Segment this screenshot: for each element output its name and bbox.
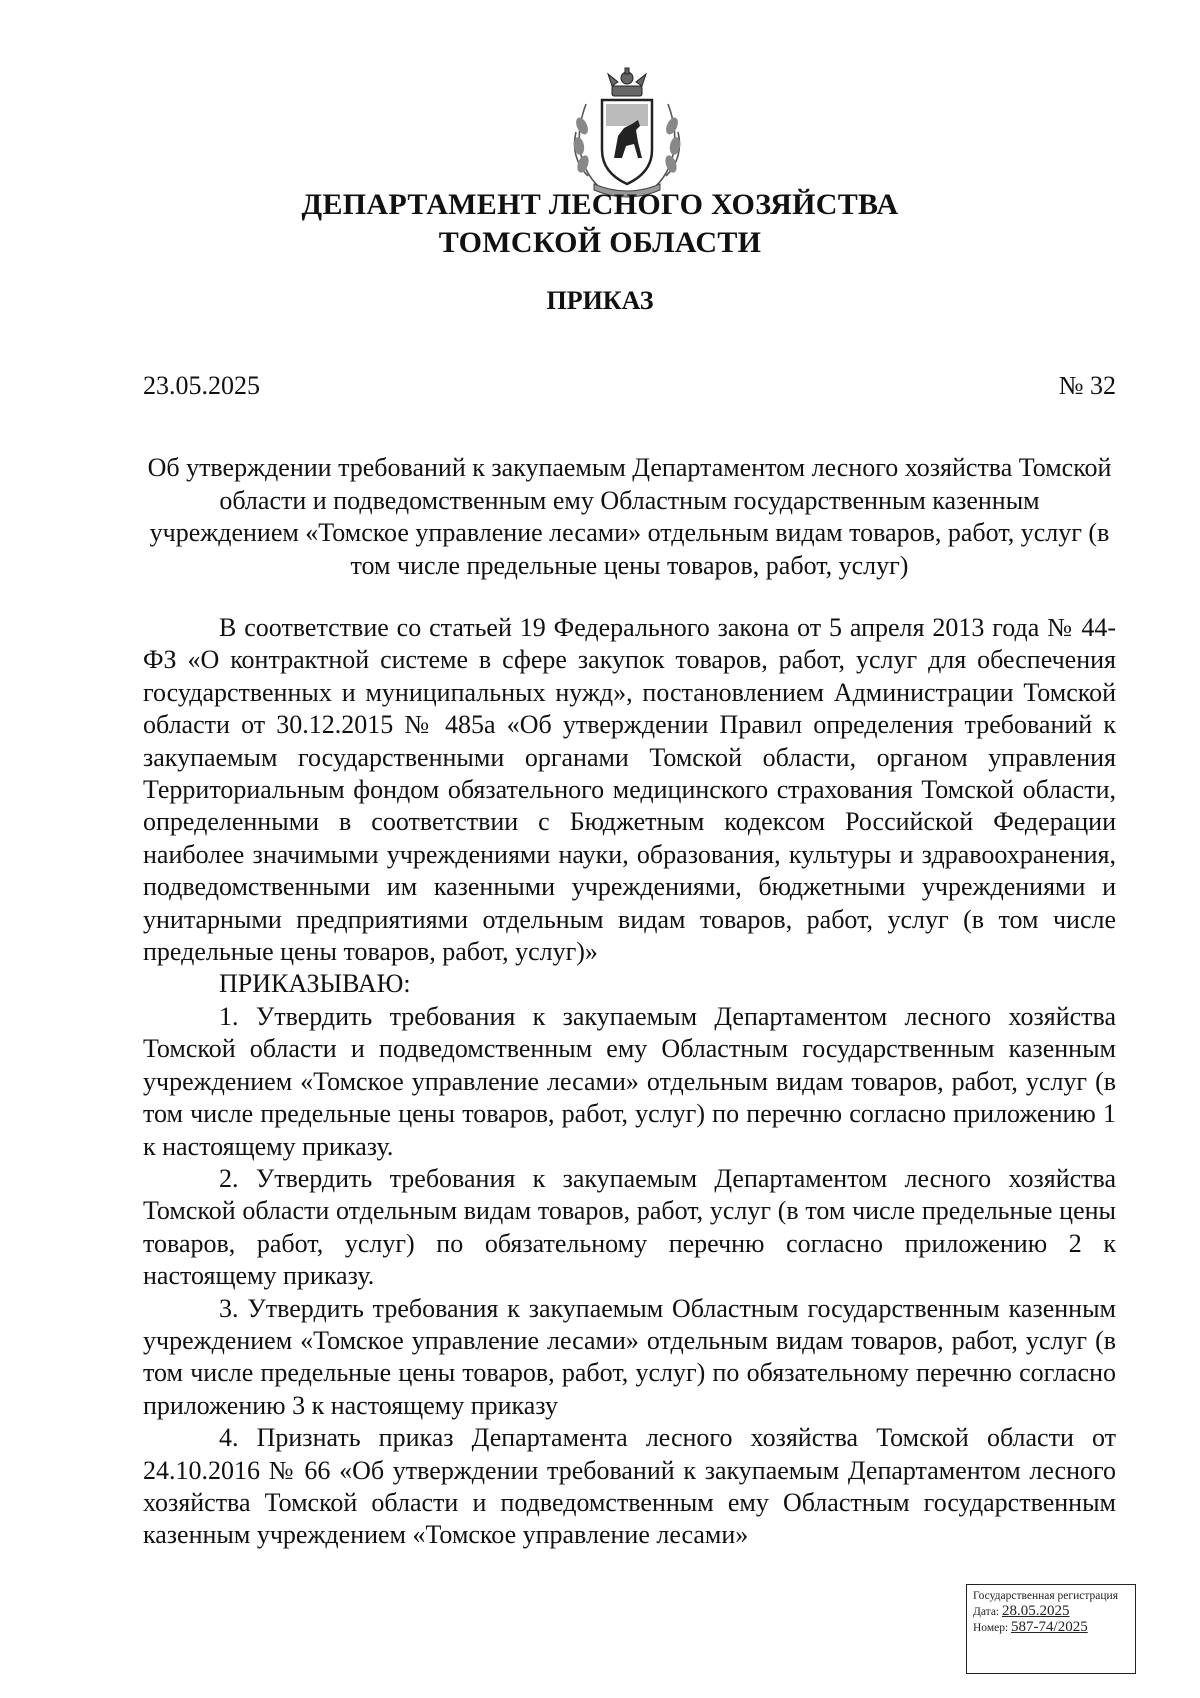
document-date: 23.05.2025: [143, 371, 260, 400]
registration-stamp: [966, 1584, 1136, 1674]
coat-of-arms: [568, 66, 686, 198]
order-word: ПРИКАЗЫВАЮ:: [219, 969, 411, 999]
order-item-4: 4. Признать приказ Департамента лесного хозяйства Томской области от 24.10.2016 № 66 «Об утверждении требований к закупаемым Департаментом лесного хозяйства Томской области и подведомственным ему Областным государственным казенным учреждением «Томское управление лесами»: [143, 1423, 1116, 1550]
document-type: ПРИКАЗ: [546, 286, 654, 315]
document-subject: Об утверждении требований к закупаемым Департаментом лесного хозяйства Томской области и подведомственным ему Областным государственным казенным учреждением «Томское управление лесами» отдельным видам товаров, работ, услуг (в том числе предельные цены товаров, работ, услуг): [147, 453, 1112, 580]
document-body: [143, 612, 1116, 1552]
department-title: [0, 186, 1200, 262]
registration-number-label: Номер:: [973, 1622, 1009, 1634]
document-number: № 32: [1058, 371, 1116, 400]
registration-date-value: 28.05.2025: [1002, 1603, 1070, 1619]
order-item-1: 1. Утвердить требования к закупаемым Департаментом лесного хозяйства Томской области и подведомственным ему Областным государственным казенным учреждением «Томское управление лесами» отдельным видам товаров, работ, услуг (в том числе предельные цены товаров, работ, услуг) по перечню согласно приложению 1 к настоящему приказу.: [143, 1001, 1116, 1161]
department-title-line2: ТОМСКОЙ ОБЛАСТИ: [438, 226, 762, 259]
registration-number-value: 587-74/2025: [1011, 1619, 1088, 1635]
registration-stamp-title: Государственная регистрация: [973, 1590, 1118, 1602]
registration-date-label: Дата:: [973, 1606, 1000, 1618]
order-item-2: 2. Утвердить требования к закупаемым Департаментом лесного хозяйства Томской области отдельным видам товаров, работ, услуг (в том числе предельные цены товаров, работ, услуг) по обязательному перечню согласно приложению 2 к настоящему приказу.: [143, 1163, 1116, 1291]
preamble-paragraph: В соответствие со статьей 19 Федерального закона от 5 апреля 2013 года № 44-ФЗ «О контрактной системе в сфере закупок товаров, работ, услуг для обеспечения государственных и муниципальных нужд», постановлением Администрации Томской области от 30.12.2015 № 485а «Об утверждении Правил определения требований к закупаемым государственными органами Томской области, органом управления Территориальным фондом обязательного медицинского страхования Томской области, определенными в соответствии с Бюджетным кодексом Российской Федерации наиболее значимыми учреждениями науки, образования, культуры и здравоохранения, подведомственными им казенными учреждениями, бюджетными учреждениями и унитарными предприятиями отдельным видам товаров, работ, услуг (в том числе предельные цены товаров, работ, услуг)»: [143, 613, 1116, 967]
tomsk-coat-of-arms-icon: [568, 66, 686, 198]
department-title-line1: ДЕПАРТАМЕНТ ЛЕСНОГО ХОЗЯЙСТВА: [301, 188, 899, 221]
order-item-3: 3. Утвердить требования к закупаемым Областным государственным казенным учреждением «Томское управление лесами» отдельным видам товаров, работ, услуг (в том числе предельные цены товаров, работ, услуг) по обязательному перечню согласно приложению 3 к настоящему приказу: [143, 1293, 1116, 1420]
